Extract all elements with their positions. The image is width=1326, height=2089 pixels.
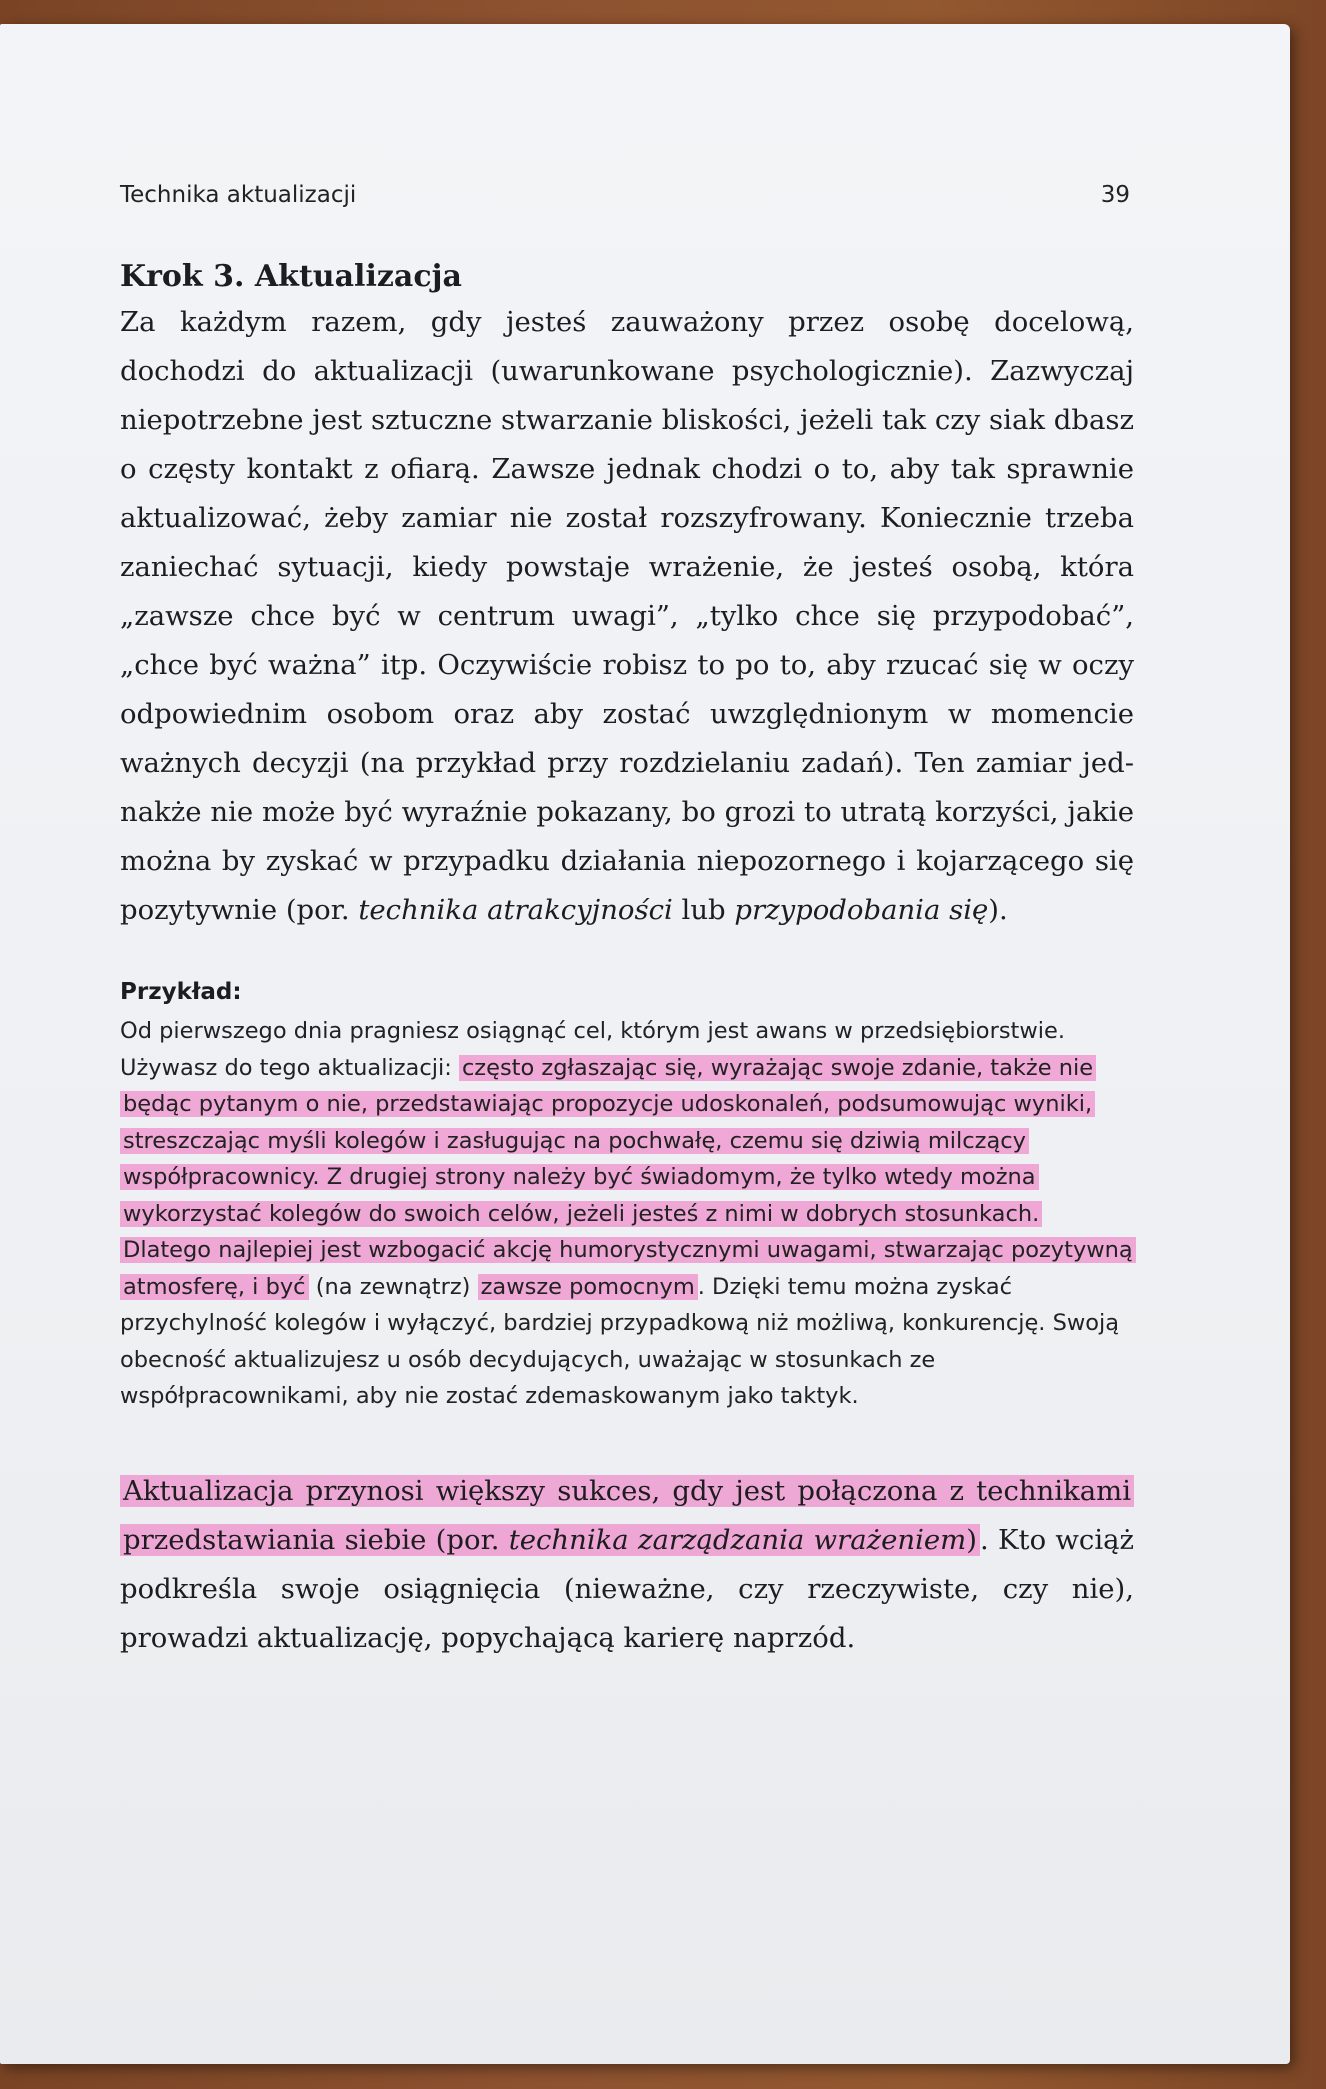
closing-highlight-end: ) — [966, 1523, 977, 1556]
example-text-3: . Dzięki temu można zyskać przychylność kolegów i wyłączyć, bardziej przypadkową niż możliwą, konkurencję. Swoją obecność aktualizujesz u osób decydujących, uważając w stosunkach ze współpracownikami, aby nie zostać zdemaskowanym jako taktyk. — [120, 1273, 1120, 1409]
para1-mid: lub — [672, 894, 735, 926]
closing-highlight-text: Aktualizacja przynosi większy sukces, gdy jest połączona z technikami przedstawiania siebie (por. — [123, 1474, 1131, 1556]
book-page — [0, 24, 1290, 2064]
closing-text: . Kto wciąż podkreśla swoje osiągnięcia (nieważne, czy rzeczywiste, czy nie), prowadzi aktualizację, popychającą karierę naprzód. — [120, 1523, 1135, 1654]
body-paragraph-1 — [120, 298, 1134, 935]
closing-italic-term: technika zarządzania wrażeniem — [508, 1523, 967, 1556]
example-label: Przykład: — [120, 979, 242, 1005]
running-header — [120, 182, 1130, 208]
closing-paragraph — [120, 1467, 1134, 1663]
para1-text: Za każdym razem, gdy jesteś zauważony przez osobę docelową, dochodzi do aktualizacji (uwarunkowane psychologicznie). Zazwyczaj niepotrzebne jest sztuczne stwarzanie bliskości, jeżeli tak czy siak dbasz o częsty kontakt z ofiarą. Zawsze jednak chodzi o to, aby tak sprawnie aktualizować, żeby zamiar nie został rozszyfrowany. Koniecznie trzeba zaniechać sytuacji, kiedy powstaje wrażenie, że jesteś osobą, która „zawsze chce być w centrum uwagi”, „tylko chce się przypodobać”, „chce być ważna” itp. Oczywiście robisz to po to, aby rzucać się w oczy odpowiednim osobom oraz aby zostać uwzględnionym w momencie ważnych decyzji (na przykład przy rozdzielaniu zadań). Ten zamiar jednakże nie może być wyraźnie pokazany, bo grozi to utratą korzyści, jakie można by zyskać w przypadku działania niepozornego i kojarzącego się pozytywnie (por. — [120, 306, 1134, 926]
highlight-2: zawsze pomocnym — [478, 1274, 698, 1300]
page-content — [120, 256, 1134, 1663]
running-title: Technika aktualizacji — [120, 182, 357, 208]
para1-italic-term-2: przypodobania się — [734, 894, 989, 926]
example-text-2: (na zewnątrz) — [308, 1273, 478, 1300]
example-text-1: Od pierwszego dnia pragniesz osiągnąć cel, którym jest awans w przedsiębiorstwie. Używasz do tego aktualizacji: — [120, 1018, 1066, 1081]
page-number: 39 — [1100, 182, 1130, 208]
para1-end: ). — [988, 894, 1008, 926]
highlight-1: często zgłaszając się, wyrażając swoje zdanie, także nie będąc pytanym o nie, przedstawiając propozycje udoskonaleń, podsumowując wyniki, streszczając myśli kolegów i zasługując na pochwałę, czemu się dziwią milczący współpracownicy. Z drugiej strony należy być świadomym, że tylko wtedy można wykorzystać kolegów do swoich celów, jeżeli jesteś z nimi w dobrych stosunkach. Dlatego najlepiej jest wzbogacić akcję humorystycznymi uwagami, stwarzając pozytywną atmosferę, i być — [120, 1055, 1136, 1300]
para1-italic-term-1: technika atrakcyjności — [358, 894, 673, 926]
example-paragraph — [120, 1013, 1134, 1415]
section-heading: Krok 3. Aktualizacja — [120, 259, 462, 294]
